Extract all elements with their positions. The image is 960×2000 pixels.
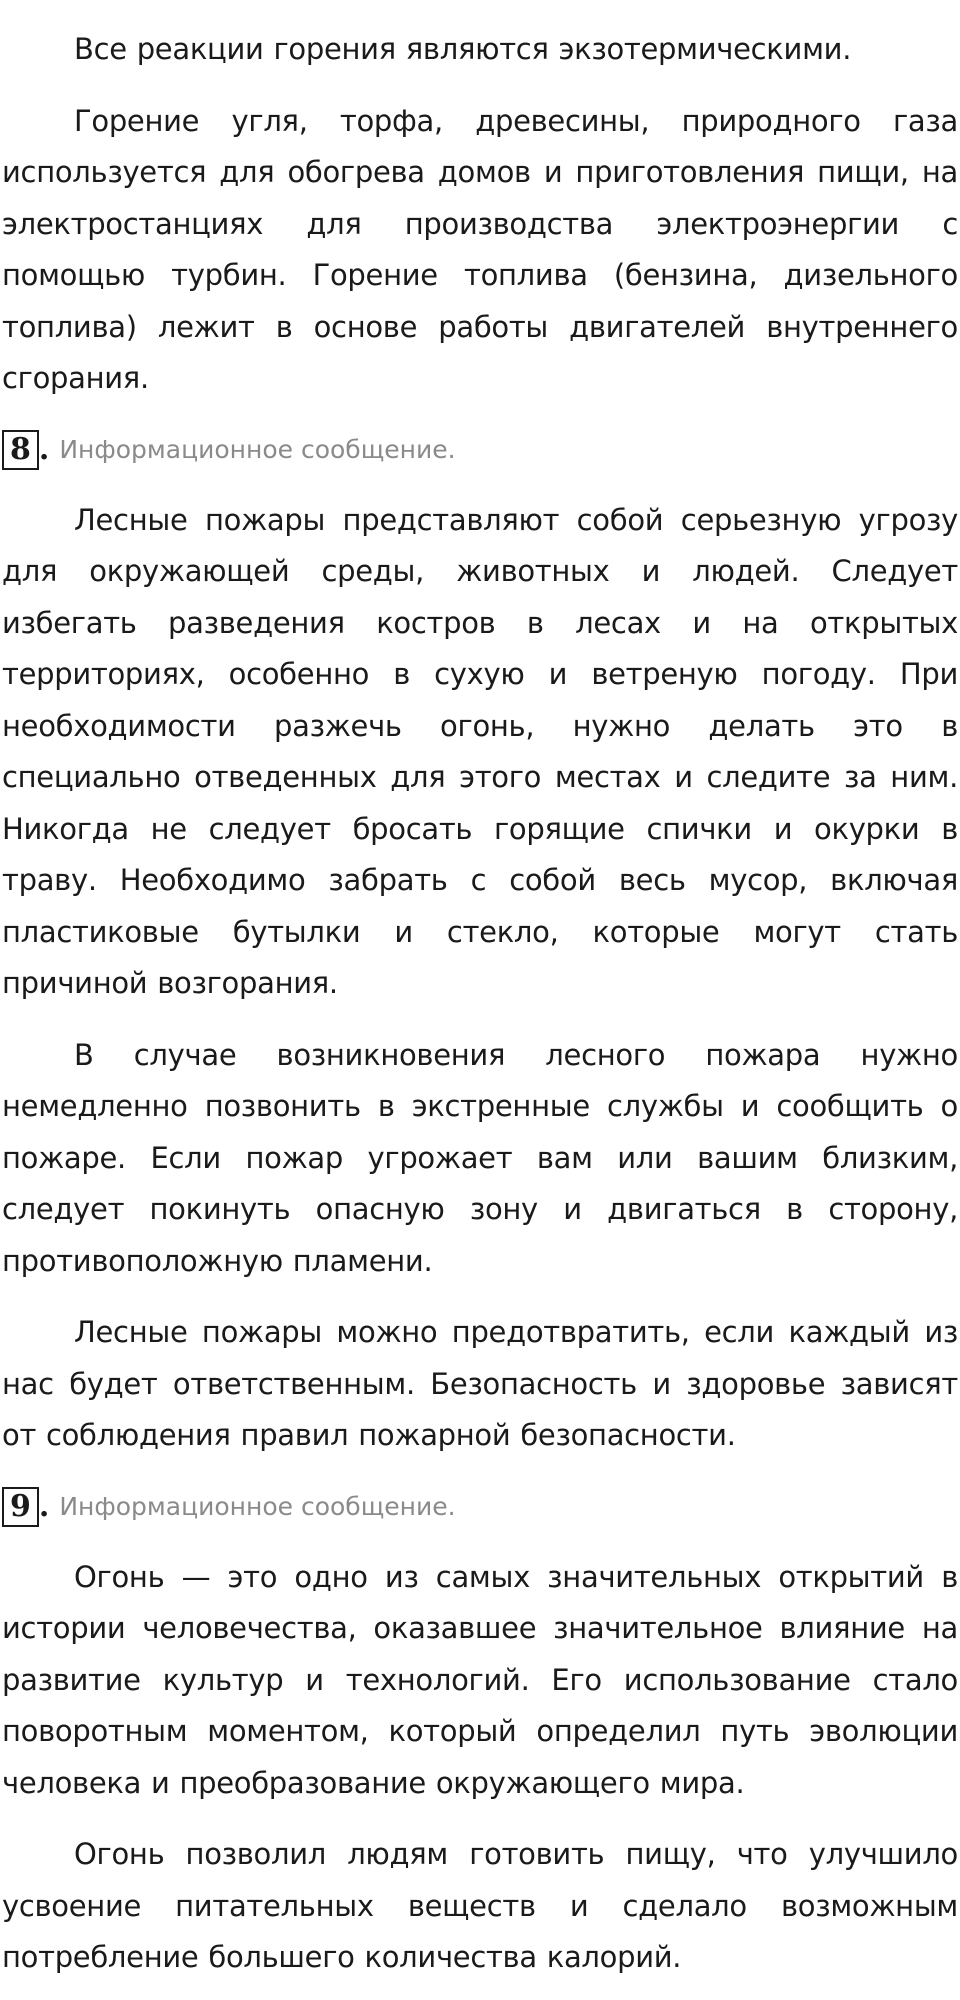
paragraph-forest-fires-threat: Лесные пожары представляют собой серьезную угрозу для окружающей среды, животных и людей. Следует избегать разведения костров в лесах и на открытых территориях, особенно в сухую и ветреную погоду. При необходимости разжечь огонь, нужно делать это в специально отведенных для этого местах и следите за ним. Никогда не следует бросать горящие спички и окурки в траву. Необходимо забрать с собой весь мусор, включая пластиковые бутылки и стекло, которые могут стать причиной возгорания.	[2, 502, 958, 1000]
paragraph-exothermic: Все реакции горения являются экзотермическими.	[74, 32, 852, 66]
paragraph-fuel-combustion: Горение угля, торфа, древесины, природного газа используется для обогрева домов и приготовления пищи, на электростанциях для производства электроэнергии с помощью турбин. Горение топлива (бензина, дизельного топлива) лежит в основе работы двигателей внутреннего сгорания.	[2, 103, 958, 395]
paragraph-fire-cooking: Огонь позволил людям готовить пищу, что улучшило усвоение питательных веществ и сделало возможным потребление большего количества калорий.	[2, 1837, 958, 1974]
task-8-header	[2, 425, 960, 475]
task-label: Информационное сообщение.	[59, 1492, 456, 1521]
task-9-header	[2, 1482, 960, 1532]
task-label: Информационное сообщение.	[59, 435, 456, 464]
paragraph-forest-fire-actions: В случае возникновения лесного пожара нужно немедленно позвонить в экстренные службы и сообщить о пожаре. Если пожар угрожает вам или вашим близким, следует покинуть опасную зону и двигаться в сторону, противоположную пламени.	[2, 1037, 958, 1278]
paragraph-fire-discovery: Огонь — это одно из самых значительных открытий в истории человечества, оказавшее значительное влияние на развитие культур и технологий. Его использование стало поворотным моментом, который определил путь эволюции человека и преобразование окружающего мира.	[2, 1559, 958, 1800]
task-number-box: 8	[2, 430, 39, 470]
task-number-box: 9	[2, 1487, 39, 1527]
task-number-dot: .	[38, 1489, 50, 1524]
task-number-dot: .	[38, 432, 50, 467]
paragraph-forest-fire-prevention: Лесные пожары можно предотвратить, если каждый из нас будет ответственным. Безопасность и здоровье зависят от соблюдения правил пожарной безопасности.	[2, 1315, 958, 1452]
